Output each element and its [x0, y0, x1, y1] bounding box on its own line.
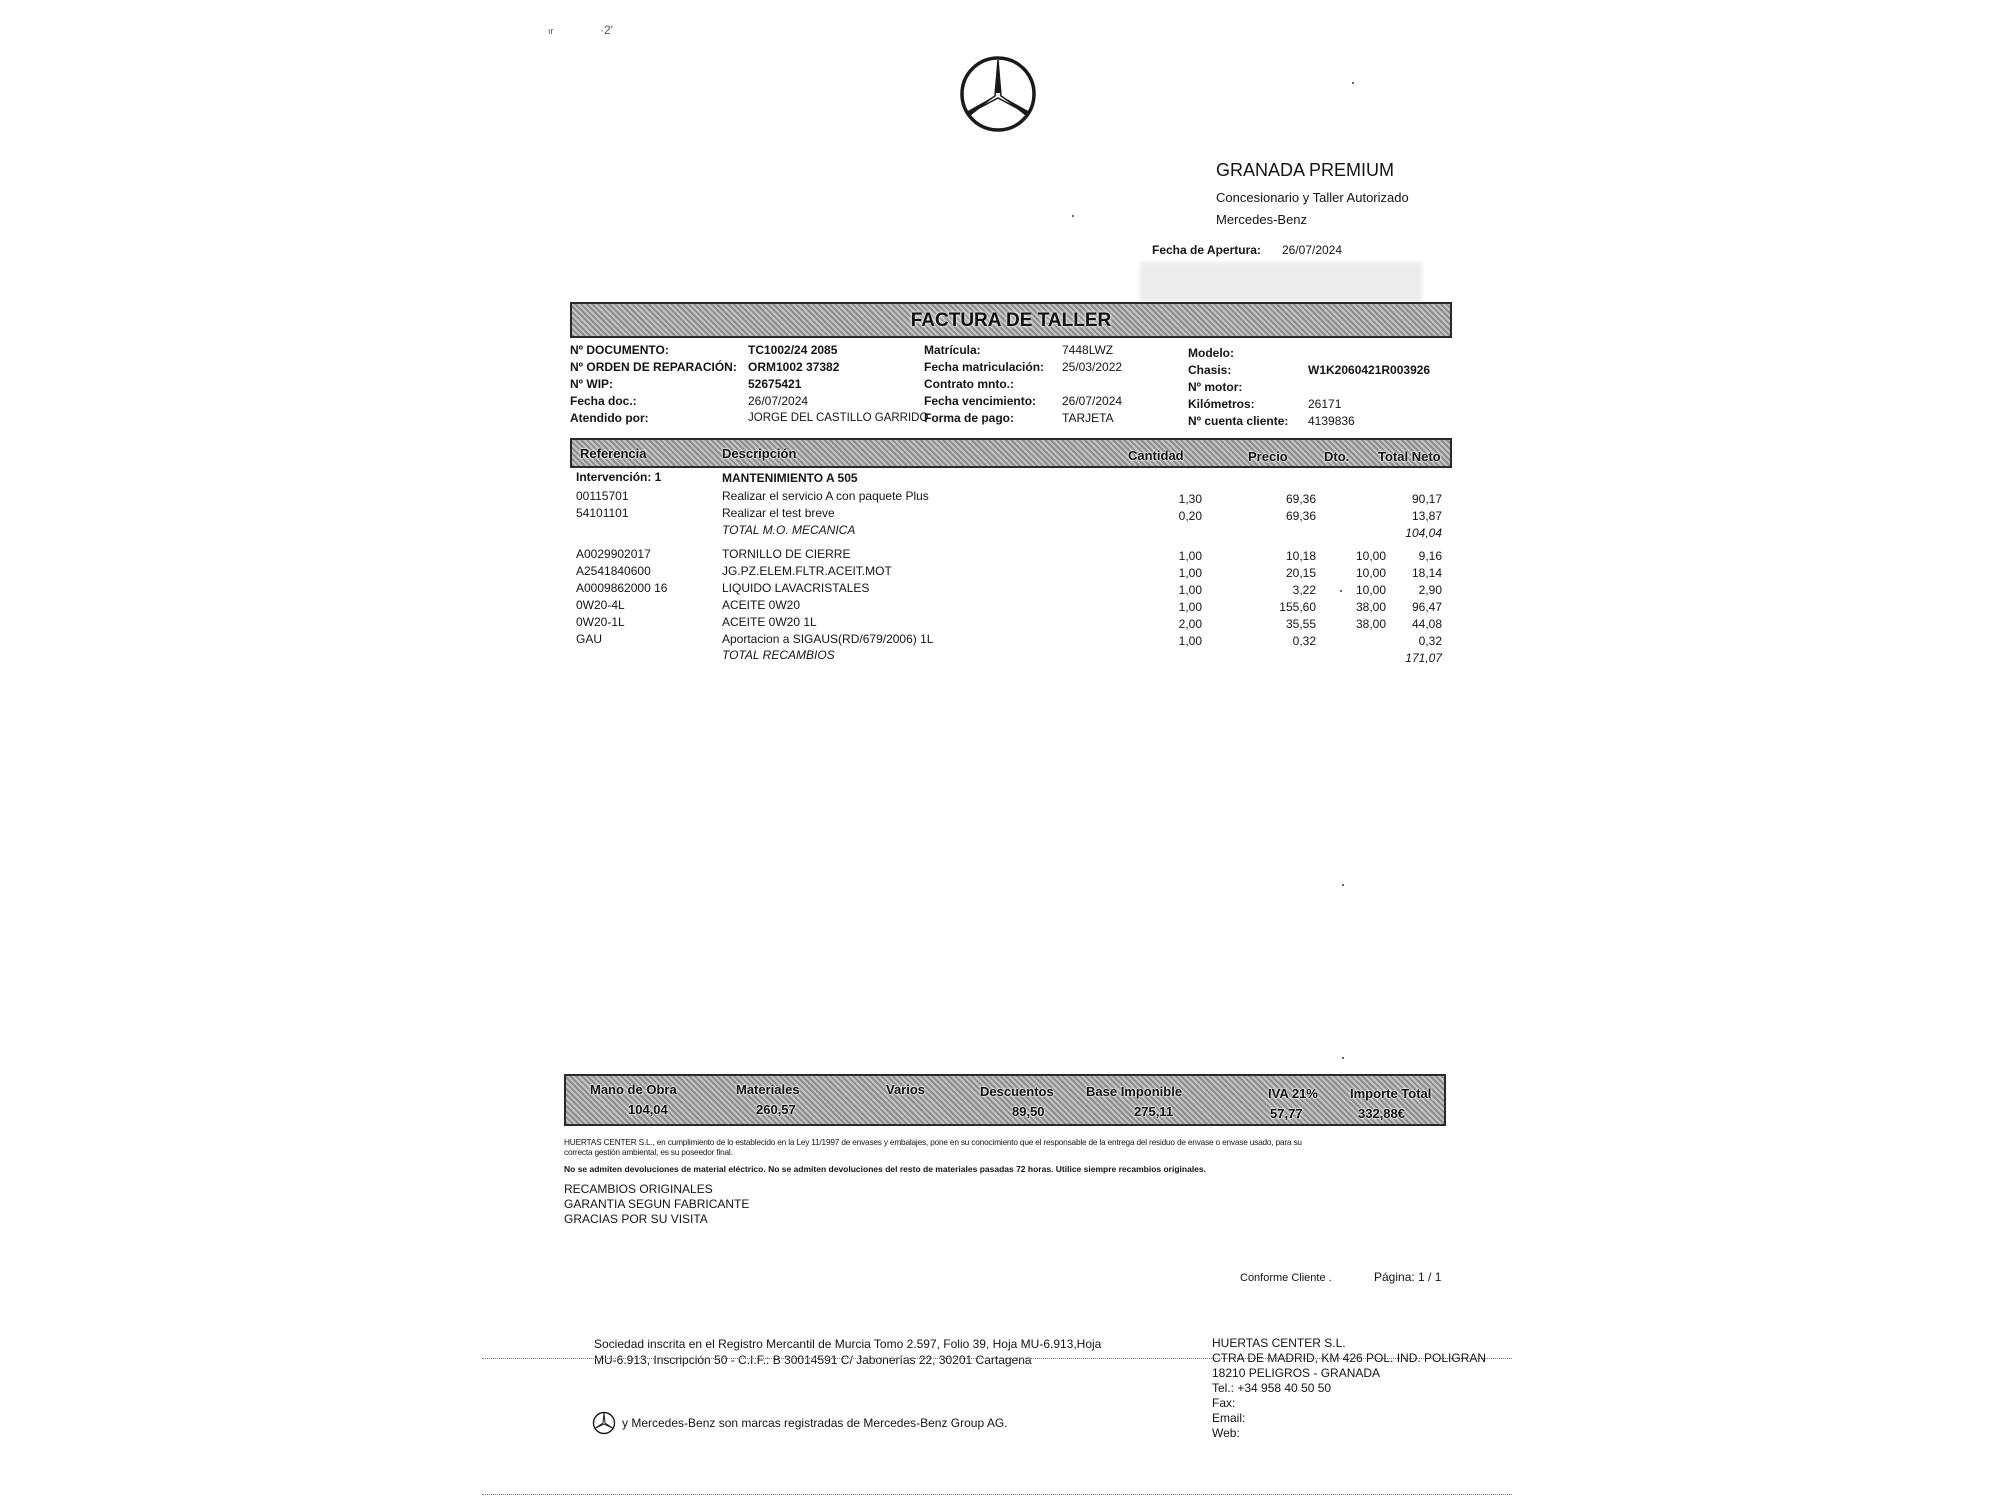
label-motor: Nº motor:: [1188, 380, 1243, 394]
company-line: Fax:: [1212, 1396, 1236, 1410]
note-line: GARANTIA SEGUN FABRICANTE: [564, 1197, 750, 1211]
row-qty: 1,00: [1178, 549, 1202, 563]
table-row: [576, 597, 1450, 614]
label-fecha-matriculacion: Fecha matriculación:: [924, 360, 1045, 374]
row-ref: 54101101: [576, 506, 629, 520]
company-line: CTRA DE MADRID, KM 426 POL. IND. POLIGRAN: [1212, 1351, 1487, 1365]
label-contrato: Contrato mnto.:: [924, 377, 1014, 391]
envases-notice: [564, 1137, 1454, 1157]
base-imponible-label: Base Imponible: [1086, 1084, 1183, 1099]
row-price: 10,18: [1285, 549, 1316, 563]
row-ref: A0029902017: [576, 547, 651, 561]
row-qty: 1,00: [1178, 634, 1202, 648]
value-chasis: W1K2060421R003926: [1308, 363, 1431, 377]
value-documento: TC1002/24 2085: [748, 343, 838, 357]
label-fecha-doc: Fecha doc.:: [570, 394, 637, 408]
value-modelo: [1308, 345, 1430, 362]
registro-line2: MU-6.913, Inscripción 50 - C.I.F.: B 30014591 C/ Jabonerías 22, 30201 Cartagena: [594, 1353, 1032, 1367]
value-motor: [1308, 379, 1430, 396]
iva-label: IVA 21%: [1268, 1086, 1318, 1101]
col-dto: Dto.: [1324, 449, 1350, 464]
row-price: 155,60: [1279, 600, 1316, 614]
table-header-bar: [570, 438, 1452, 468]
label-matricula: Matrícula:: [924, 343, 981, 357]
devoluciones-notice: No se admiten devoluciones de material eléctrico. No se admiten devoluciones del resto de materiales pasadas 72 horas. Utilice siempre recambios originales.: [564, 1164, 1206, 1174]
row-ref: 00115701: [576, 489, 629, 503]
label-orden: Nº ORDEN DE REPARACIÓN:: [570, 360, 737, 374]
label-wip: Nº WIP:: [570, 377, 614, 391]
row-price: 35,55: [1285, 617, 1316, 631]
label-atendido: Atendido por:: [570, 411, 649, 425]
totals-bar: [564, 1074, 1446, 1126]
table-row: [576, 546, 1450, 563]
dealer-name: GRANADA PREMIUM: [1216, 160, 1395, 180]
info-labels-col3: [1188, 345, 1288, 430]
col-cantidad: Cantidad: [1128, 448, 1184, 463]
row-qty: 1,30: [1178, 492, 1202, 506]
value-matricula: 7448LWZ: [1062, 343, 1114, 357]
envases-line1: HUERTAS CENTER S.L., en cumplimiento de lo establecido en la Ley 11/1997 de envases y embalajes, pone en su conocimiento que el responsable de la entrega del residuo de envase o envase usado, para su: [564, 1137, 1302, 1147]
page-number: Página: 1 / 1: [1374, 1270, 1442, 1284]
value-cuenta: 4139836: [1308, 414, 1355, 428]
row-dto: 10,00: [1355, 566, 1386, 580]
envases-line2: correcta gestión ambiental, es su poseedor final.: [564, 1147, 733, 1157]
table-row: [576, 580, 1450, 597]
base-imponible-value: 275,11: [1134, 1104, 1174, 1119]
row-total: 13,87: [1411, 509, 1442, 523]
row-desc: TORNILLO DE CIERRE: [722, 547, 851, 561]
parts-total-row: [576, 648, 1450, 665]
company-line: Tel.: +34 958 40 50 50: [1212, 1381, 1332, 1395]
row-total: 90,17: [1411, 492, 1442, 506]
row-qty: 1,00: [1178, 566, 1202, 580]
company-line: 18210 PELIGROS - GRANADA: [1212, 1366, 1381, 1380]
row-desc: Realizar el servicio A con paquete Plus: [722, 489, 929, 503]
bottom-scan-edge: [482, 1494, 1512, 1495]
row-ref: A0009862000 16: [576, 581, 668, 595]
info-labels-col1: [570, 342, 737, 427]
descuentos-label: Descuentos: [980, 1084, 1054, 1099]
row-qty: 1,00: [1178, 583, 1202, 597]
intervencion-title: MANTENIMIENTO A 505: [722, 471, 858, 485]
row-ref: GAU: [576, 632, 603, 646]
fecha-apertura-value: 26/07/2024: [1282, 243, 1343, 257]
intervencion-label: Intervención: 1: [576, 470, 662, 484]
row-qty: 1,00: [1178, 600, 1202, 614]
value-fecha-matriculacion: 25/03/2022: [1062, 360, 1123, 374]
scan-mark-small: ır: [548, 26, 554, 36]
row-total: 0,32: [1418, 634, 1442, 648]
row-total: 44,08: [1411, 617, 1442, 631]
company-line: Web:: [1212, 1426, 1240, 1440]
note-line: RECAMBIOS ORIGINALES: [564, 1182, 713, 1196]
col-descripcion: Descripción: [722, 446, 797, 461]
scan-speck: [1352, 82, 1354, 84]
fecha-apertura-label: Fecha de Apertura:: [1152, 243, 1261, 257]
scan-speck: [1342, 1057, 1344, 1059]
row-dto: 38,00: [1355, 617, 1386, 631]
table-row: [576, 614, 1450, 631]
label-kilometros: Kilómetros:: [1188, 397, 1255, 411]
scan-speck: [1072, 215, 1074, 217]
dealer-line1: Concesionario y Taller Autorizado: [1216, 190, 1409, 205]
row-dto: 10,00: [1355, 549, 1386, 563]
table-row: [576, 563, 1450, 580]
row-price: 3,22: [1292, 583, 1316, 597]
value-orden: ORM1002 37382: [748, 360, 840, 374]
row-qty: 0,20: [1178, 509, 1202, 523]
mano-obra-value: 104,04: [628, 1102, 668, 1117]
registro-mercantil: [594, 1336, 1101, 1368]
col-referencia: Referencia: [580, 446, 647, 461]
row-ref: 0W20-1L: [576, 615, 625, 629]
value-atendido: JORGE DEL CASTILLO GARRIDO: [748, 412, 929, 424]
parts-total-label: TOTAL RECAMBIOS: [722, 648, 835, 662]
table-row: [576, 488, 1450, 505]
mercedes-star-logo: [958, 54, 1038, 134]
dealer-line2: Mercedes-Benz: [1216, 212, 1308, 227]
row-desc: ACEITE 0W20: [722, 598, 801, 612]
info-labels-col2: [924, 342, 1044, 427]
label-modelo: Modelo:: [1188, 346, 1234, 360]
scan-speck: [1342, 884, 1344, 886]
row-desc: JG.PZ.ELEM.FLTR.ACEIT.MOT: [722, 564, 892, 578]
mano-obra-label: Mano de Obra: [590, 1082, 677, 1097]
row-dto: 10,00: [1355, 583, 1386, 597]
redacted-block: [1140, 262, 1422, 302]
table-row: [576, 631, 1450, 648]
materiales-label: Materiales: [736, 1082, 800, 1097]
importe-total-label: Importe Total: [1350, 1086, 1432, 1101]
col-total-neto: Total Neto: [1378, 449, 1441, 464]
conforme-cliente: Conforme Cliente .: [1240, 1272, 1332, 1284]
label-chasis: Chasis:: [1188, 363, 1232, 377]
row-ref: A2541840600: [576, 564, 651, 578]
note-line: GRACIAS POR SU VISITA: [564, 1212, 708, 1226]
row-total: 2,90: [1418, 583, 1442, 597]
row-total: 9,16: [1418, 549, 1442, 563]
row-ref: 0W20-4L: [576, 598, 625, 612]
document-title-bar: [570, 302, 1452, 338]
parts-lines: [576, 546, 1450, 665]
row-desc: LIQUIDO LAVACRISTALES: [722, 581, 870, 595]
value-contrato: [1062, 376, 1122, 393]
company-line: Email:: [1212, 1411, 1246, 1425]
labor-total-value: 104,04: [1405, 526, 1442, 540]
row-price: 69,36: [1285, 492, 1316, 506]
value-kilometros: 26171: [1308, 397, 1342, 411]
importe-total-value: 332,88€: [1358, 1106, 1405, 1121]
row-qty: 2,00: [1178, 617, 1202, 631]
varios-label: Varios: [886, 1082, 926, 1097]
value-forma-pago: TARJETA: [1062, 411, 1114, 425]
descuentos-value: 89,50: [1012, 1104, 1045, 1119]
closing-notes: [564, 1182, 749, 1227]
label-forma-pago: Forma de pago:: [924, 411, 1015, 425]
trademark-notice: y Mercedes-Benz son marcas registradas de Mercedes-Benz Group AG.: [622, 1416, 1008, 1430]
value-wip: 52675421: [748, 377, 802, 391]
row-desc: Realizar el test breve: [722, 506, 835, 520]
row-price: 69,36: [1285, 509, 1316, 523]
company-line: HUERTAS CENTER S.L.: [1212, 1336, 1346, 1350]
label-cuenta: Nº cuenta cliente:: [1188, 414, 1289, 428]
info-values-col2: [1062, 342, 1122, 427]
materiales-value: 260,57: [756, 1102, 796, 1117]
registro-line1: Sociedad inscrita en el Registro Mercantil de Murcia Tomo 2.597, Folio 39, Hoja MU-6.913,Hoja: [594, 1337, 1102, 1351]
row-desc: Aportacion a SIGAUS(RD/679/2006) 1L: [722, 632, 934, 646]
parts-total-value: 171,07: [1405, 651, 1442, 665]
table-row: [576, 505, 1450, 522]
value-fecha-doc: 26/07/2024: [748, 394, 809, 408]
value-fecha-vencimiento: 26/07/2024: [1062, 394, 1123, 408]
label-documento: Nº DOCUMENTO:: [570, 343, 669, 357]
info-values-col3: [1308, 345, 1430, 430]
labor-total-label: TOTAL M.O. MECANICA: [722, 523, 856, 537]
company-address: [1212, 1336, 1486, 1441]
row-dto: 38,00: [1355, 600, 1386, 614]
scan-mark: ·2': [600, 23, 613, 37]
col-precio: Precio: [1248, 449, 1288, 464]
row-price: 20,15: [1285, 566, 1316, 580]
labor-lines: [576, 488, 1450, 539]
row-price: 0,32: [1292, 634, 1316, 648]
label-fecha-vencimiento: Fecha vencimiento:: [924, 394, 1037, 408]
row-total: 96,47: [1411, 600, 1442, 614]
row-desc: ACEITE 0W20 1L: [722, 615, 817, 629]
iva-value: 57,77: [1270, 1106, 1303, 1121]
info-values-col1: [748, 342, 928, 427]
labor-total-row: [576, 522, 1450, 539]
row-total: 18,14: [1411, 566, 1442, 580]
document-title: FACTURA DE TALLER: [910, 310, 1112, 331]
mercedes-star-icon: [592, 1411, 616, 1435]
